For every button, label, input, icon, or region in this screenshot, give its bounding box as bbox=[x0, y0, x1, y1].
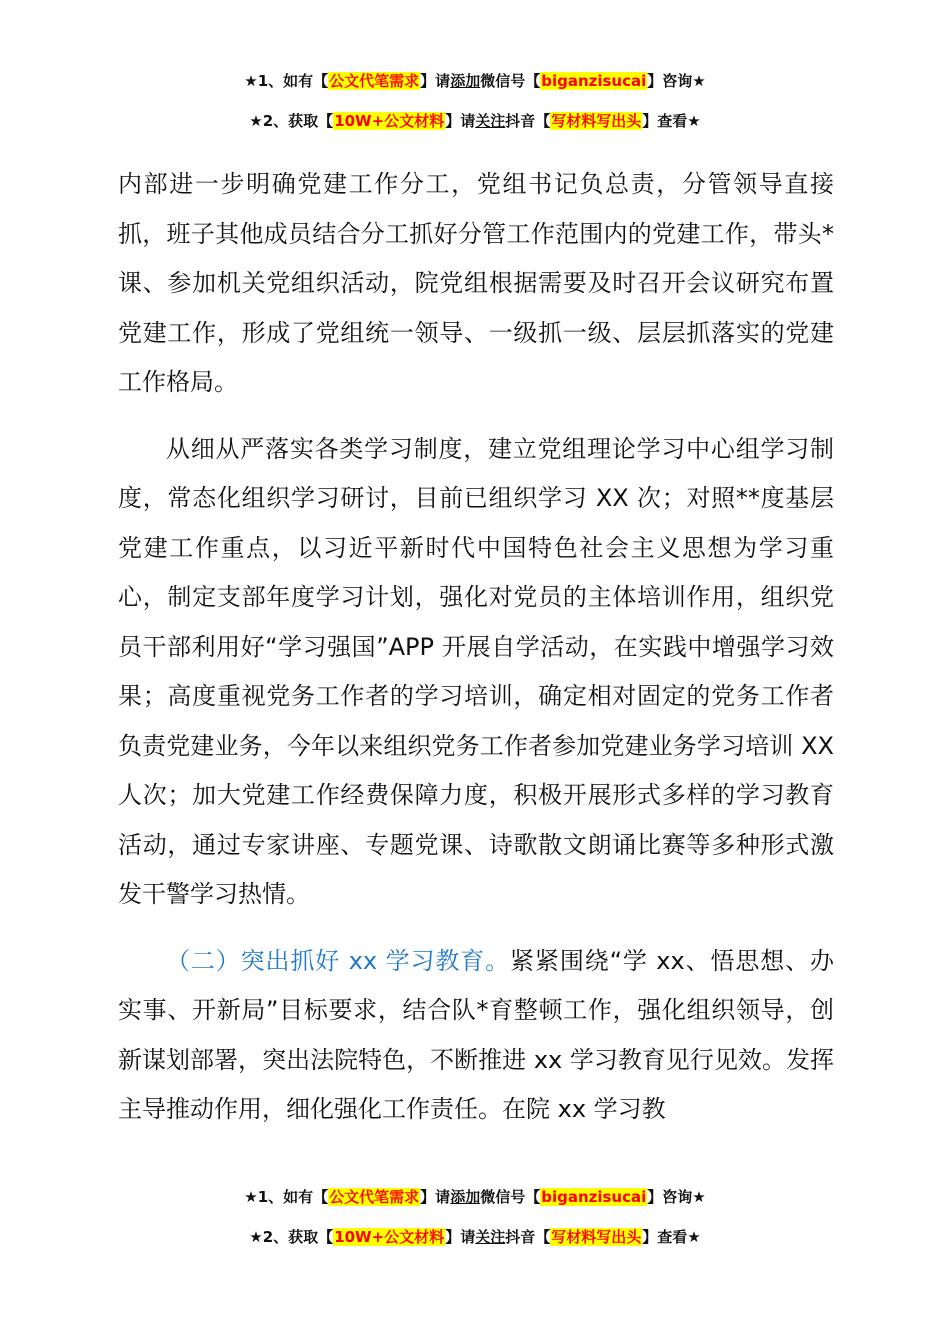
highlight-wechat-id: biganzisucai bbox=[541, 72, 647, 90]
banner-text: 】请 bbox=[445, 1228, 476, 1246]
highlight-douyin: 写材料写出头 bbox=[551, 1228, 642, 1246]
banner-text: 】请 bbox=[445, 112, 476, 130]
banner-line-1 bbox=[0, 1187, 950, 1207]
banner-text: 】咨询★ bbox=[647, 72, 706, 90]
document-body bbox=[118, 160, 834, 1135]
highlight-materials: 10W+公文材料 bbox=[334, 112, 445, 130]
highlight-ghostwriting: 公文代笔需求 bbox=[329, 72, 420, 90]
banner-text: 微信号【 bbox=[480, 1188, 541, 1206]
banner-text: ★1、如有【 bbox=[244, 1188, 329, 1206]
banner-underlined-text: 关注 bbox=[475, 112, 506, 130]
banner-underlined-text: 添加 bbox=[450, 1188, 481, 1206]
banner-text: ★1、如有【 bbox=[244, 72, 329, 90]
banner-text: 抖音【 bbox=[505, 1228, 551, 1246]
paragraph-3-text: 紧紧围绕“学 xx、悟思想、办实事、开新局”目标要求，结合队*育整顿工作，强化组织领导，创新谋划部署，突出法院特色，不断推进 xx 学习教育见行见效。发挥主导推动作用，细化强化工作责任。在院 xx 学习教 bbox=[118, 946, 835, 1123]
section-heading: （二）突出抓好 xx 学习教育。 bbox=[166, 946, 511, 975]
highlight-wechat-id: biganzisucai bbox=[541, 1188, 647, 1206]
banner-text: 】查看★ bbox=[642, 1228, 701, 1246]
banner-line-2 bbox=[0, 1227, 950, 1247]
header-banner bbox=[0, 71, 950, 131]
banner-text: 】查看★ bbox=[642, 112, 701, 130]
highlight-douyin: 写材料写出头 bbox=[551, 112, 642, 130]
banner-underlined-text: 关注 bbox=[475, 1228, 506, 1246]
banner-text: ★2、获取【 bbox=[249, 1228, 334, 1246]
highlight-materials: 10W+公文材料 bbox=[334, 1228, 445, 1246]
banner-text: ★2、获取【 bbox=[249, 112, 334, 130]
banner-line-1 bbox=[0, 71, 950, 91]
highlight-ghostwriting: 公文代笔需求 bbox=[329, 1188, 420, 1206]
banner-text: 】请 bbox=[420, 72, 451, 90]
banner-text: 】咨询★ bbox=[647, 1188, 706, 1206]
banner-text: 微信号【 bbox=[480, 72, 541, 90]
banner-text: 抖音【 bbox=[505, 112, 551, 130]
paragraph-3 bbox=[118, 937, 834, 1135]
paragraph-2: 从细从严落实各类学习制度，建立党组理论学习中心组学习制度，常态化组织学习研讨，目前已组织学习 XX 次；对照**度基层党建工作重点，以习近平新时代中国特色社会主义思想为学习重心，制定支部年度学习计划，强化对党员的主体培训作用，组织党员干部利用好“学习强国”APP 开展自学活动，在实践中增强学习效果；高度重视党务工作者的学习培训，确定相对固定的党务工作者负责党建业务，今年以来组织党务工作者参加党建业务学习培训 XX 人次；加大党建工作经费保障力度，积极开展形式多样的学习教育活动，通过专家讲座、专题党课、诗歌散文朗诵比赛等多种形式激发干警学习热情。 bbox=[118, 434, 834, 908]
paragraph-1: 内部进一步明确党建工作分工，党组书记负总责，分管领导直接抓，班子其他成员结合分工抓好分管工作范围内的党建工作，带头*课、参加机关党组织活动，院党组根据需要及时召开会议研究布置党建工作，形成了党组统一领导、一级抓一级、层层抓落实的党建工作格局。 bbox=[118, 170, 834, 396]
banner-text: 】请 bbox=[420, 1188, 451, 1206]
footer-banner bbox=[0, 1187, 950, 1247]
banner-underlined-text: 添加 bbox=[450, 72, 481, 90]
banner-line-2 bbox=[0, 111, 950, 131]
